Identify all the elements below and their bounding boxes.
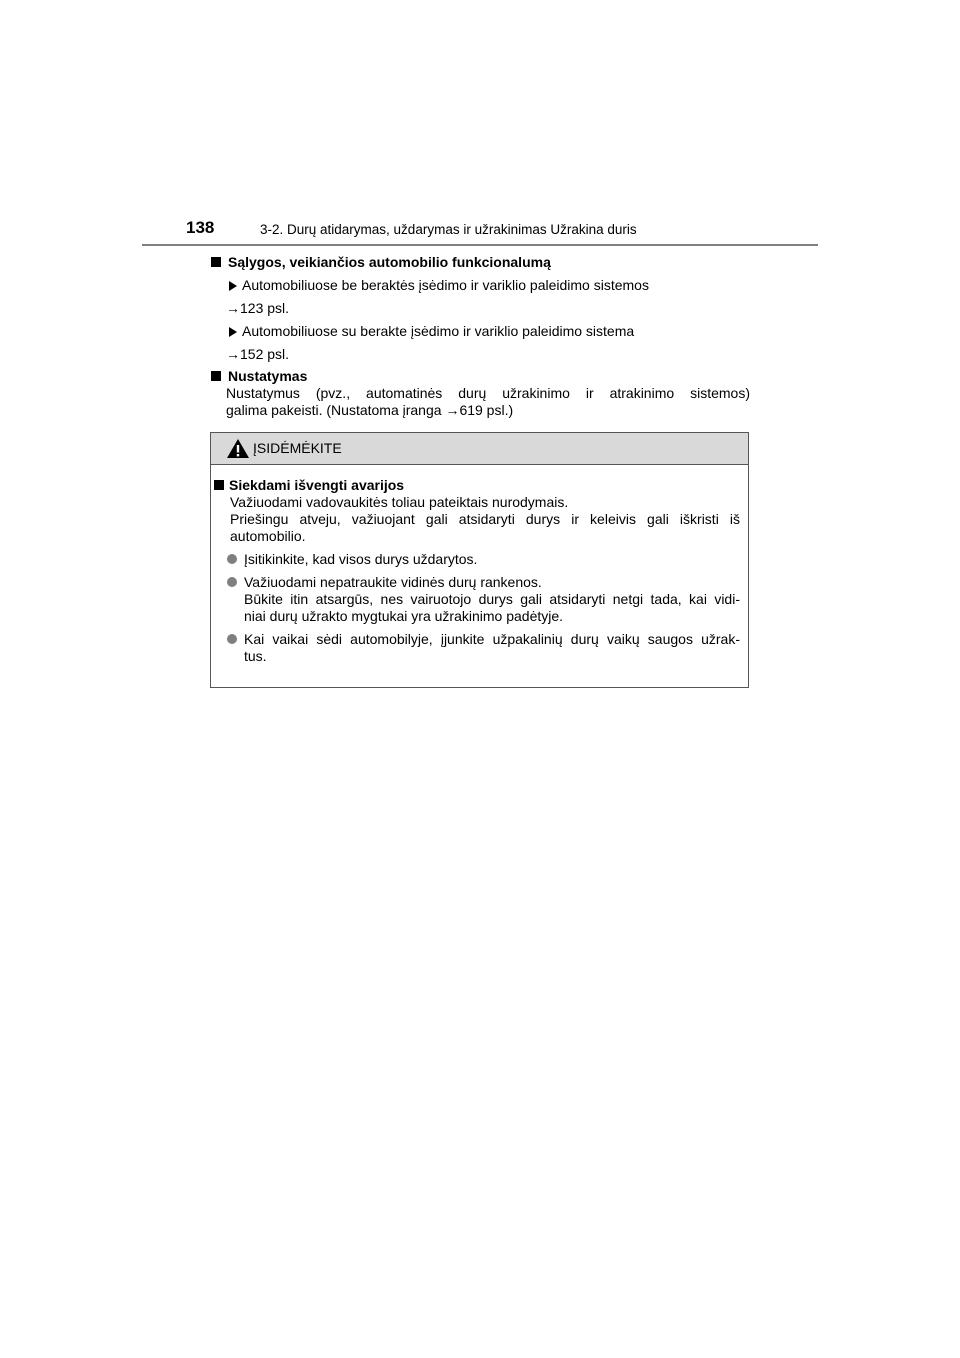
warning-bullet-2-line-2: Būkite itin atsargūs, nes vairuotojo durys gali atsidaryti netgi tada, kai vidi- <box>244 591 740 607</box>
square-bullet-icon <box>214 480 224 490</box>
settings-heading-text: Nustatymas <box>228 368 308 384</box>
warning-bullet-2-line-1: Važiuodami nepatraukite vidinės durų rankenos. <box>244 574 542 590</box>
triangle-arrow-icon <box>229 327 237 337</box>
warning-bullet-3-line-1: Kai vaikai sėdi automobilyje, įjunkite užpakalinių durų vaikų saugos užrak- <box>244 631 740 647</box>
warning-heading-text: Siekdami išvengti avarijos <box>229 477 405 493</box>
circle-bullet-icon <box>227 577 237 587</box>
reference-arrow-icon: → <box>226 346 240 362</box>
warning-bullet-2-line-3: niai durų užrakto mygtukai yra užrakinimo padėtyje. <box>244 608 564 624</box>
conditions-item-2-ref-text: 152 psl. <box>240 346 290 362</box>
conditions-item-1-text: Automobiliuose be beraktės įsėdimo ir variklio paleidimo sistemos <box>242 277 649 293</box>
circle-bullet-icon <box>227 634 237 644</box>
warning-bullet-1 <box>211 551 748 568</box>
warning-header <box>211 433 748 465</box>
triangle-arrow-icon <box>229 281 237 291</box>
warning-box <box>210 432 749 688</box>
settings-line-2 <box>226 402 750 419</box>
warning-bullet-3-line-2: tus. <box>244 648 267 664</box>
warning-bullet-3 <box>211 631 748 665</box>
warning-heading <box>211 477 748 494</box>
reference-arrow-icon: → <box>445 402 460 418</box>
reference-arrow-icon: → <box>226 300 240 316</box>
warning-body <box>211 477 748 665</box>
conditions-item-1-reference[interactable] <box>210 300 750 317</box>
square-bullet-icon <box>211 257 221 267</box>
settings-paragraph <box>210 385 750 419</box>
warning-intro-line-1: Važiuodami vadovaukitės toliau pateiktais nurodymais. <box>230 494 569 510</box>
warning-intro-line-3: automobilio. <box>230 528 306 544</box>
settings-section <box>210 368 750 419</box>
conditions-item-2 <box>210 323 750 340</box>
settings-line-2-text: galima pakeisti. (Nustatoma įranga <box>226 402 446 418</box>
warning-intro <box>211 494 748 545</box>
warning-intro-line-2: Priešingu atveju, važiuojant gali atsidaryti durys ir keleivis gali iškristi iš <box>230 511 740 527</box>
conditions-item-2-reference[interactable] <box>210 346 750 363</box>
settings-heading <box>210 368 750 385</box>
conditions-item-2-text: Automobiliuose su berakte įsėdimo ir variklio paleidimo sistema <box>242 323 635 339</box>
header-divider <box>142 244 818 246</box>
warning-bullet-1-text: Įsitikinkite, kad visos durys uždarytos. <box>244 551 478 567</box>
header-title: 3-2. Durų atidarymas, uždarymas ir užrakinimas Užrakina duris <box>260 222 637 237</box>
warning-bullet-2 <box>211 574 748 625</box>
conditions-item-1-ref-text: 123 psl. <box>240 300 290 316</box>
conditions-heading-text: Sąlygos, veikiančios automobilio funkcionalumą <box>228 254 551 270</box>
warning-triangle-icon <box>226 438 250 459</box>
settings-line-1: Nustatymus (pvz., automatinės durų užrakinimo ir atrakinimo sistemos) <box>226 385 750 401</box>
conditions-item-1 <box>210 277 750 294</box>
main-content <box>210 254 750 419</box>
circle-bullet-icon <box>227 554 237 564</box>
square-bullet-icon <box>211 371 221 381</box>
settings-reference-link[interactable]: 619 psl.) <box>459 402 514 418</box>
page-number: 138 <box>186 218 215 237</box>
conditions-heading <box>210 254 750 271</box>
warning-title: ĮSIDĖMĖKITE <box>253 440 342 456</box>
conditions-section <box>210 254 750 363</box>
